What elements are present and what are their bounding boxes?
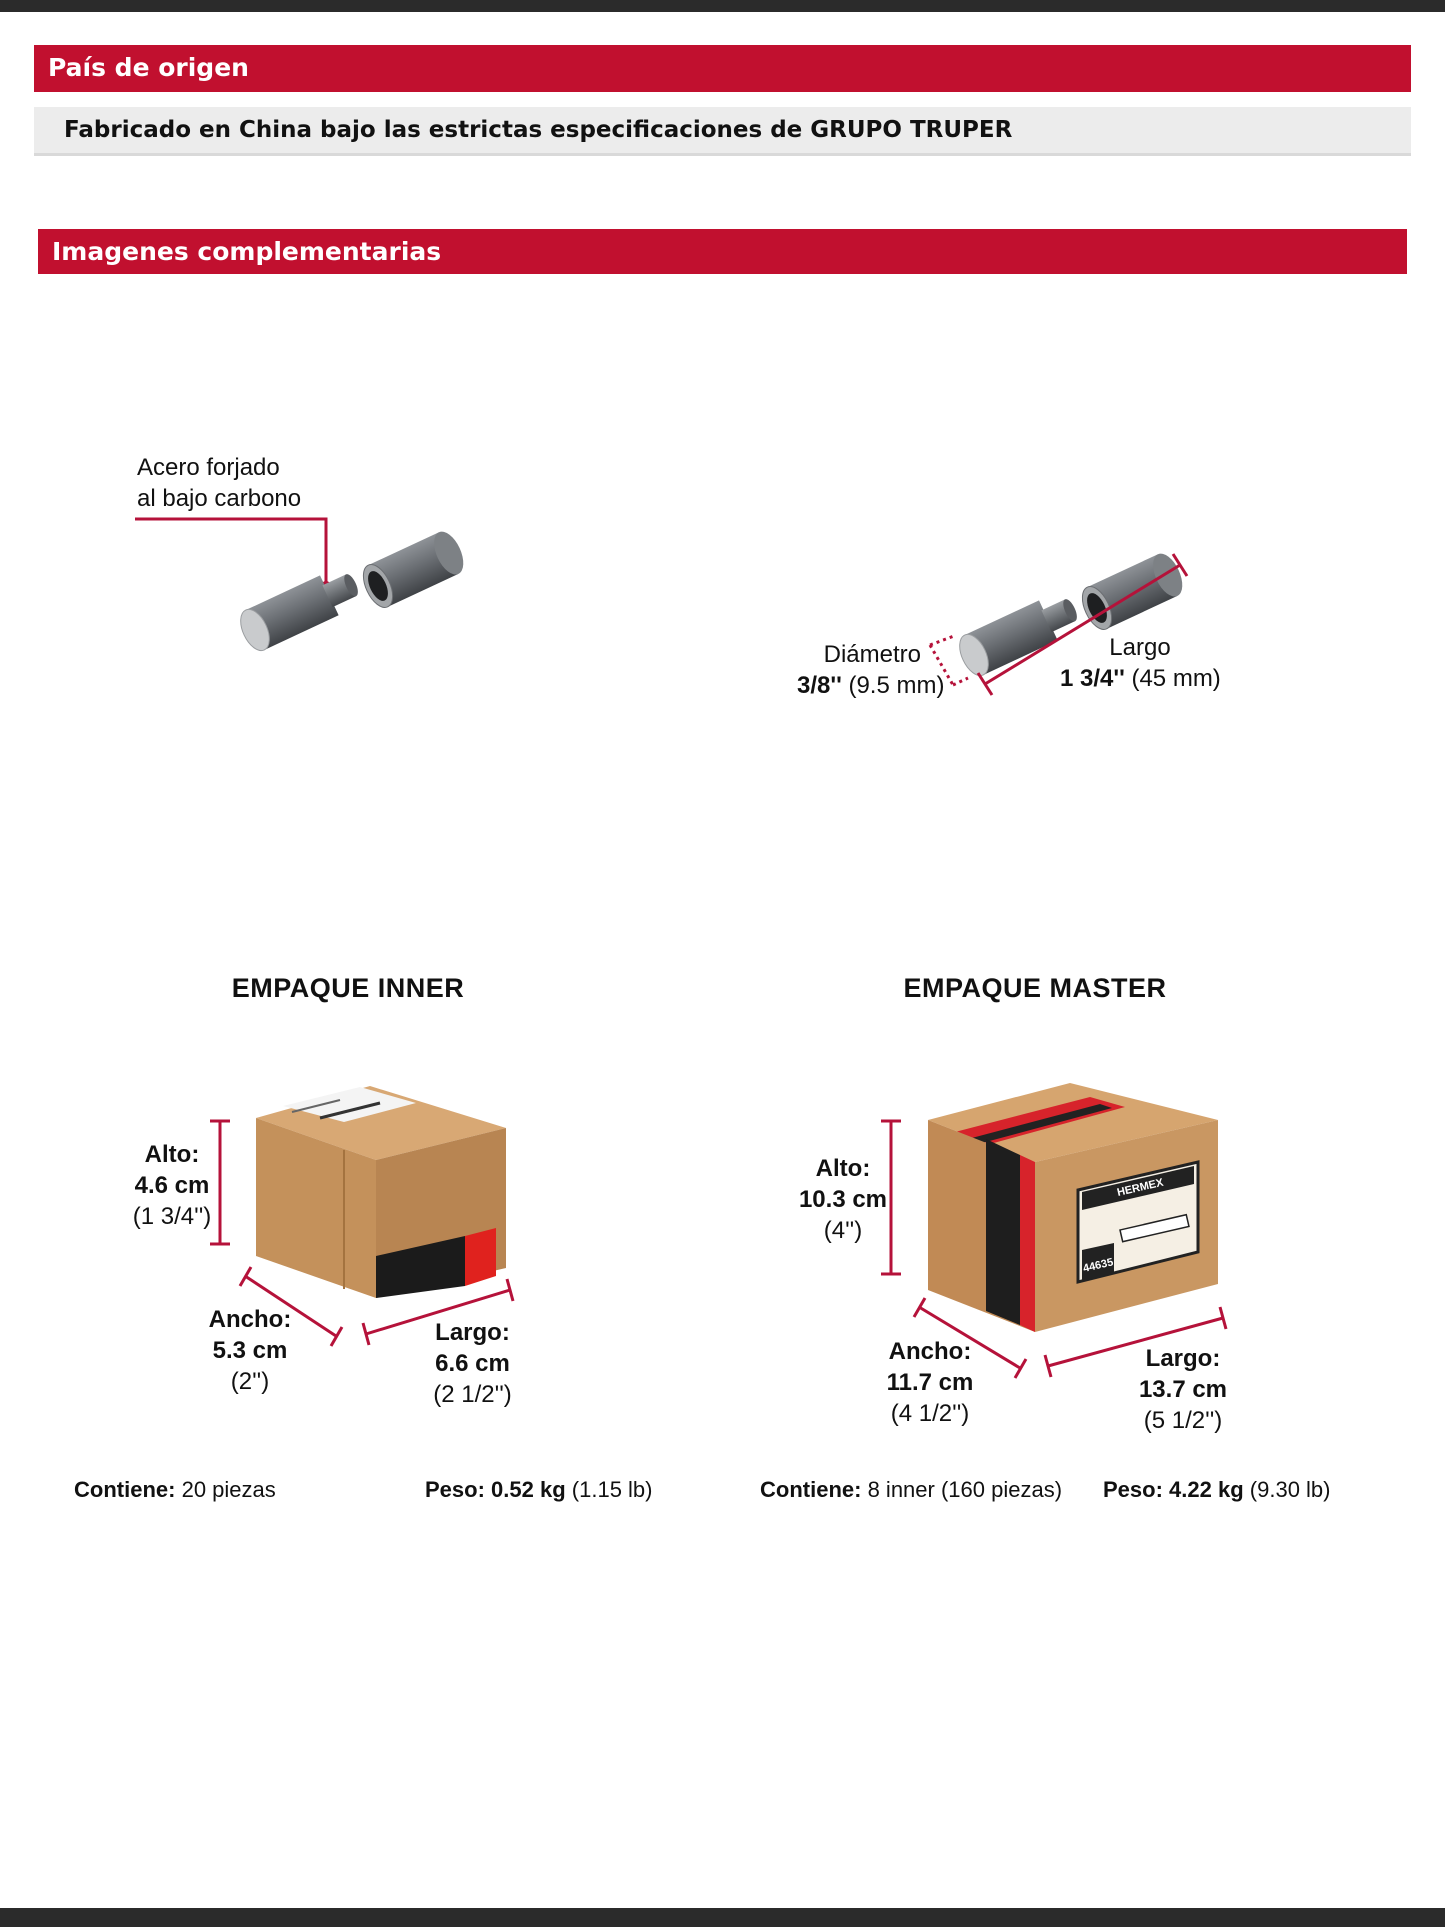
- inner-contiene: Contiene: 20 piezas: [74, 1477, 276, 1502]
- inner-largo-label: Largo: 6.6 cm (2 1/2''): [433, 1319, 512, 1408]
- bottom-bar: [0, 1908, 1445, 1927]
- master-peso: Peso: 4.22 kg (9.30 lb): [1103, 1477, 1331, 1502]
- master-brand-text: HERMEX: [1115, 1176, 1165, 1199]
- master-ancho-label: Ancho: 11.7 cm (4 1/2''): [886, 1338, 974, 1427]
- section-header-images: Imagenes complementarias: [38, 229, 1407, 274]
- length-label: Largo 1 3/4'' (45 mm): [1060, 634, 1221, 692]
- master-code-text: 44635: [1081, 1256, 1115, 1275]
- origin-text: Fabricado en China bajo las estrictas especificaciones de GRUPO TRUPER: [34, 107, 1411, 156]
- inner-peso: Peso: 0.52 kg (1.15 lb): [425, 1477, 653, 1502]
- master-largo-label: Largo: 13.7 cm (5 1/2''): [1138, 1345, 1228, 1434]
- inner-alto-label: Alto: 4.6 cm (1 3/4''): [132, 1141, 212, 1230]
- section-header-origin: País de origen: [34, 45, 1411, 92]
- inner-ancho-label: Ancho: 5.3 cm (2''): [208, 1306, 292, 1395]
- master-contiene: Contiene: 8 inner (160 piezas): [760, 1477, 1063, 1502]
- inner-title: EMPAQUE INNER: [231, 973, 465, 1003]
- master-alto-label: Alto: 10.3 cm (4''): [798, 1155, 888, 1244]
- material-label: Acero forjado al bajo carbono: [137, 454, 302, 512]
- diameter-label: Diámetro 3/8'' (9.5 mm): [797, 641, 945, 699]
- master-title: EMPAQUE MASTER: [903, 973, 1167, 1003]
